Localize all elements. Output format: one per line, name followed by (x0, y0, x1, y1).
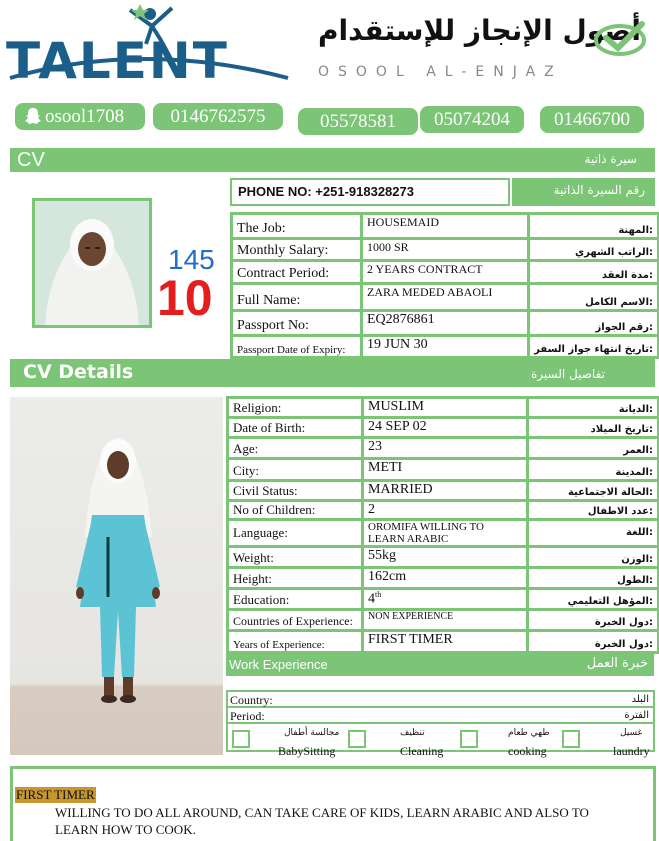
weight-label-ar: الوزن: (528, 547, 659, 568)
cooking-label: cooking (508, 744, 547, 758)
religion-value: MUSLIM (363, 398, 528, 418)
table-row (228, 631, 659, 653)
job-label: The Job: (232, 214, 362, 239)
weight-label: Weight: (228, 547, 363, 568)
cv-number-top: 145 (168, 244, 215, 275)
job-info-table (230, 212, 659, 359)
language-value: OROMIFA WILLING TO LEARN ARABIC (363, 520, 528, 547)
passport-expiry-label: Passport Date of Expiry: (232, 336, 362, 358)
language-label-ar: اللغة: (528, 520, 659, 547)
height-value: 162cm (363, 568, 528, 589)
cleaning-label: Cleaning (400, 744, 444, 758)
phone-pill-4: 01466700 (540, 106, 644, 133)
table-row (228, 418, 659, 438)
table-row (228, 501, 659, 520)
work-experience-title: Work Experience (229, 657, 328, 672)
city-value: METI (363, 459, 528, 481)
osool-english-name: OSOOL AL-ENJAZ (318, 64, 563, 80)
work-period-row (228, 708, 653, 724)
age-label-ar: العمر: (528, 438, 659, 459)
country-label-ar: البلد (631, 694, 649, 705)
table-row (232, 336, 659, 358)
table-row (228, 589, 659, 610)
passport-expiry-label-ar: تاريخ انتهاء جواز السفر: (529, 336, 659, 358)
babysitting-label: BabySitting (278, 744, 336, 758)
height-label: Height: (228, 568, 363, 589)
religion-label: Religion: (228, 398, 363, 418)
talent-logo (2, 0, 292, 95)
osool-check-icon (592, 18, 648, 58)
dob-value: 24 SEP 02 (363, 418, 528, 438)
portrait-illustration (35, 201, 149, 325)
work-country-row (228, 692, 653, 708)
table-row (228, 568, 659, 589)
full-body-illustration (10, 397, 223, 755)
babysitting-checkbox[interactable] (232, 730, 250, 748)
salary-label: Monthly Salary: (232, 239, 362, 261)
cleaning-checkbox[interactable] (348, 730, 366, 748)
passport-label-ar: رقم الجواز: (529, 311, 659, 336)
cv-section-bar (10, 148, 655, 172)
table-row (232, 261, 659, 284)
cv-details-bar (10, 359, 655, 387)
remarks-highlight: FIRST TIMER (16, 787, 95, 802)
cooking-checkbox[interactable] (460, 730, 478, 748)
table-row (232, 284, 659, 311)
countries-experience-label: Countries of Experience: (228, 610, 363, 631)
osool-logo (312, 8, 652, 88)
table-row (228, 481, 659, 501)
education-value (363, 589, 528, 610)
religion-label-ar: الديانة: (528, 398, 659, 418)
contract-value: 2 YEARS CONTRACT (362, 261, 529, 284)
cooking-label-ar: طهي طعام (508, 728, 550, 738)
table-row (228, 520, 659, 547)
age-label: Age: (228, 438, 363, 459)
cv-details-title: CV Details (23, 361, 134, 383)
city-label: City: (228, 459, 363, 481)
table-row (232, 214, 659, 239)
civil-status-label-ar: الحالة الاجتماعية: (528, 481, 659, 501)
fullname-value: ZARA MEDED ABAOLI (362, 284, 529, 311)
cv-number-bottom: 10 (157, 270, 213, 326)
weight-value: 55kg (363, 547, 528, 568)
dob-label-ar: تاريخ الميلاد: (528, 418, 659, 438)
table-row (232, 311, 659, 336)
countries-experience-label-ar: دول الخبرة: (528, 610, 659, 631)
osool-arabic-name: أصول الإنجاز للإستقدام (318, 14, 641, 47)
phone-pill-3: 05074204 (420, 106, 524, 133)
dob-label: Date of Birth: (228, 418, 363, 438)
table-row (228, 398, 659, 418)
countries-experience-value: NON EXPERIENCE (363, 610, 528, 631)
salary-label-ar: الراتب الشهري: (529, 239, 659, 261)
candidate-phone: PHONE NO: +251-918328273 (230, 178, 510, 206)
salary-value: 1000 SR (362, 239, 529, 261)
snapchat-pill (15, 103, 145, 130)
civil-status-value: MARRIED (363, 481, 528, 501)
work-experience-box (226, 690, 655, 758)
cv-details-title-ar: تفاصيل السيرة (530, 367, 605, 381)
job-value: HOUSEMAID (362, 214, 529, 239)
candidate-full-body-photo (10, 397, 223, 755)
snapchat-handle: osool1708 (45, 106, 125, 127)
cleaning-label-ar: تنظيف (400, 728, 425, 738)
work-experience-bar (226, 654, 654, 676)
laundry-label: laundry (613, 744, 650, 758)
passport-expiry-value: 19 JUN 30 (362, 336, 529, 358)
children-label: No of Children: (228, 501, 363, 520)
cv-bar-title: CV (17, 149, 45, 171)
language-label: Language: (228, 520, 363, 547)
snapchat-ghost-icon (24, 107, 42, 126)
contract-label: Contract Period: (232, 261, 362, 284)
cv-number-label: رقم السيرة الذاتية (512, 178, 655, 206)
cv-details-table (226, 396, 659, 654)
period-label-ar: الفترة (624, 710, 649, 721)
table-row (228, 610, 659, 631)
cv-bar-title-ar: سيرة ذاتية (584, 152, 637, 166)
country-label: Country: (230, 693, 273, 707)
fullname-label: Full Name: (232, 284, 362, 311)
remarks-box (10, 766, 656, 841)
phone-pill-1: 0146762575 (153, 103, 283, 130)
talent-logo-text: TALENT (6, 32, 229, 90)
age-value: 23 (363, 438, 528, 459)
talent-logo-graphic (2, 0, 292, 95)
candidate-portrait-photo (32, 198, 152, 328)
babysitting-label-ar: مجالسة أطفال (284, 728, 340, 738)
fullname-label-ar: الاسم الكامل: (529, 284, 659, 311)
phone-pill-2: 05578581 (298, 108, 418, 135)
remarks-text: WILLING TO DO ALL AROUND, CAN TAKE CARE OF KIDS, LEARN ARABIC AND ALSO TO LEARN HOW TO COOK. (55, 805, 589, 837)
table-row (228, 547, 659, 568)
table-row (232, 239, 659, 261)
children-value: 2 (363, 501, 528, 520)
work-experience-title-ar: خبرة العمل (586, 656, 648, 671)
job-label-ar: المهنة: (529, 214, 659, 239)
education-label: Education: (228, 589, 363, 610)
passport-value: EQ2876861 (362, 311, 529, 336)
education-suffix: th (375, 590, 382, 599)
period-label: Period: (230, 709, 265, 723)
civil-status-label: Civil Status: (228, 481, 363, 501)
laundry-checkbox[interactable] (562, 730, 580, 748)
city-label-ar: المدينة: (528, 459, 659, 481)
education-label-ar: المؤهل التعليمي: (528, 589, 659, 610)
table-row (228, 438, 659, 459)
height-label-ar: الطول: (528, 568, 659, 589)
years-experience-label-ar: دول الخبرة: (528, 631, 659, 653)
education-level: 4 (368, 591, 375, 607)
contract-label-ar: مدة العقد: (529, 261, 659, 284)
years-experience-value: FIRST TIMER (363, 631, 528, 653)
passport-label: Passport No: (232, 311, 362, 336)
table-row (228, 459, 659, 481)
children-label-ar: عدد الاطفال: (528, 501, 659, 520)
years-experience-label: Years of Experience: (228, 631, 363, 653)
laundry-label-ar: غسيل (620, 728, 643, 738)
